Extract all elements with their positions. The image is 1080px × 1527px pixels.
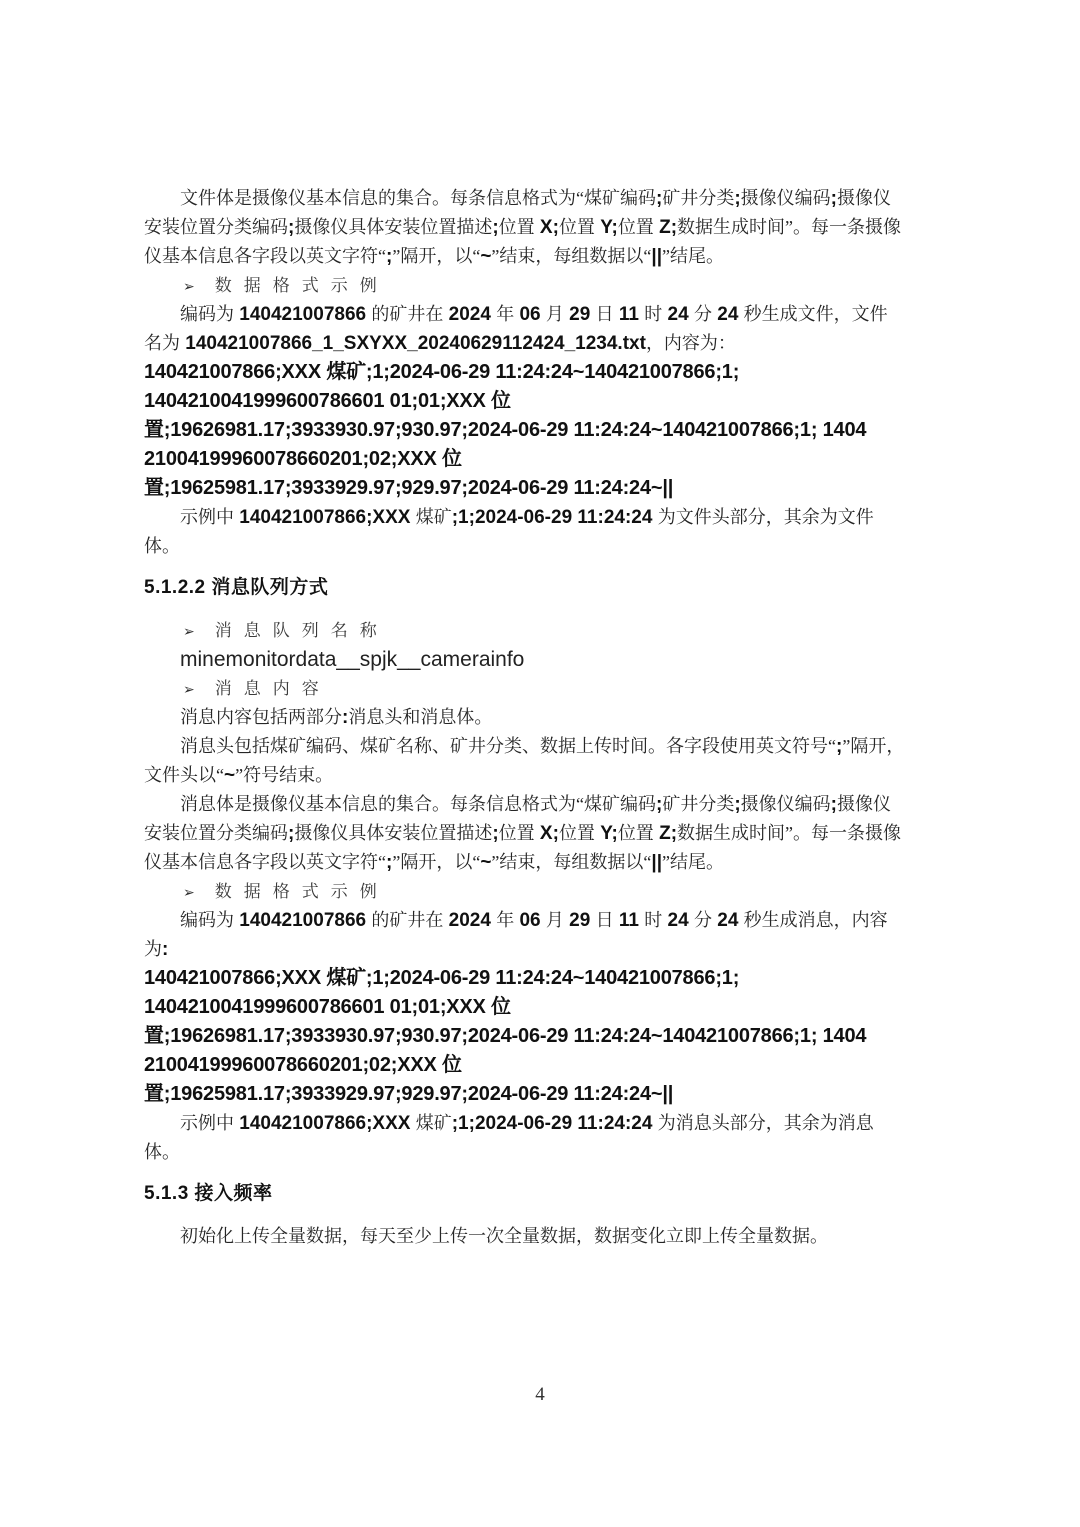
text-line: 名为 140421007866_1_SXYXX_20240629112424_1234.txt，内容为： — [144, 333, 736, 354]
data-sample-line: 1404210041999600786601 01;01;XXX 位 — [144, 390, 511, 412]
latin-text: 06 — [514, 910, 546, 931]
latin-text: X; — [534, 823, 559, 844]
data-sample-line: 1404210041999600786601 01;01;XXX 位 — [144, 996, 511, 1018]
latin-text: : — [342, 707, 349, 728]
latin-text: Z; — [653, 217, 678, 238]
latin-text: ; — [830, 188, 837, 209]
data-sample-line: 140421007866;XXX 煤矿;1;2024-06-29 11:24:24~140421007866;1; — [144, 361, 740, 383]
text-line: 文件头以“~”符号结束。 — [144, 765, 334, 786]
text-line: 消息内容包括两部分:消息头和消息体。 — [180, 707, 493, 728]
latin-text: 140421007866_1_SXYXX_20240629112424_1234.txt — [180, 333, 646, 354]
text-line: 消息头包括煤矿编码、煤矿名称、矿井分类、数据上传时间。各字段使用英文符号“;”隔开， — [180, 736, 905, 757]
section-heading: 5.1.3 接入频率 — [144, 1183, 273, 1204]
arrow-bullet-icon: ➢ — [183, 886, 195, 901]
latin-text: 140421007866 — [234, 910, 372, 931]
data-sample-line: 140421007866;XXX 煤矿;1;2024-06-29 11:24:24~140421007866;1; — [144, 967, 740, 989]
latin-text: ; — [656, 188, 663, 209]
latin-text: 06 — [514, 304, 546, 325]
latin-text: ; — [492, 217, 499, 238]
text-line: 体。 — [144, 536, 180, 556]
latin-text: || — [651, 246, 663, 267]
latin-text: ~ — [480, 246, 492, 267]
latin-text: ; — [734, 794, 741, 815]
text-line: 体。 — [144, 1142, 180, 1162]
latin-text: ; — [656, 794, 663, 815]
latin-text: Y; — [594, 823, 618, 844]
latin-text: ; — [386, 246, 393, 267]
latin-text: 2024 — [443, 304, 497, 325]
text-line: 仪基本信息各字段以英文字符“;”隔开，以“~”结束，每组数据以“||”结尾。 — [144, 246, 725, 267]
text-line: 编码为 140421007866 的矿井在 2024 年 06 月 29 日 11 时 24 分 24 秒生成消息，内容 — [180, 910, 888, 931]
arrow-bullet-icon: ➢ — [183, 625, 195, 640]
latin-text: ; — [830, 794, 837, 815]
latin-text: 11 — [613, 910, 645, 931]
page-number: 4 — [535, 1384, 545, 1405]
latin-text: || — [651, 852, 663, 873]
bullet-label: 消息内容 — [214, 679, 331, 698]
latin-text: ; — [288, 823, 295, 844]
latin-text: ; — [386, 852, 393, 873]
bullet-item — [144, 616, 959, 645]
latin-text: ;1;2024-06-29 11:24:24 — [451, 1113, 658, 1134]
latin-text: 29 — [563, 304, 596, 325]
text-line: 初始化上传全量数据，每天至少上传一次全量数据，数据变化立即上传全量数据。 — [180, 1226, 828, 1246]
text-line: 消息体是摄像仪基本信息的集合。每条信息格式为“煤矿编码;矿井分类;摄像仪编码;摄像仪 — [180, 794, 891, 815]
data-sample-line: 置;19626981.17;3933930.97;930.97;2024-06-29 11:24:24~140421007866;1; 1404 — [144, 1025, 867, 1047]
latin-text: 11 — [613, 304, 645, 325]
latin-text: X; — [534, 217, 559, 238]
bullet-item — [144, 271, 959, 300]
bullet-label: 消息队列名称 — [214, 621, 389, 640]
latin-text: ; — [492, 823, 499, 844]
latin-text: ;1;2024-06-29 11:24:24 — [451, 507, 658, 528]
latin-text: ~ — [480, 852, 492, 873]
latin-text: 140421007866 — [234, 304, 372, 325]
arrow-bullet-icon: ➢ — [183, 280, 195, 295]
text-line: 安装位置分类编码;摄像仪具体安装位置描述;位置 X;位置 Y;位置 Z;数据生成时间”。每一条摄像 — [144, 823, 902, 844]
data-sample-line: 21004199960078660201;02;XXX 位 — [144, 448, 462, 470]
latin-text: 24 — [711, 304, 744, 325]
text-line: 为: — [144, 939, 169, 960]
bullet-item — [144, 674, 959, 703]
text-line: 示例中 140421007866;XXX 煤矿;1;2024-06-29 11:24:24 为消息头部分，其余为消息 — [180, 1113, 874, 1134]
latin-text: 24 — [662, 910, 694, 931]
message-queue-name: minemonitordata__spjk__camerainfo — [180, 648, 525, 671]
data-sample-line: 置;19626981.17;3933930.97;930.97;2024-06-29 11:24:24~140421007866;1; 1404 — [144, 419, 867, 441]
data-sample-line: 置;19625981.17;3933929.97;929.97;2024-06-29 11:24:24~|| — [144, 1083, 674, 1105]
text-line: 示例中 140421007866;XXX 煤矿;1;2024-06-29 11:24:24 为文件头部分，其余为文件 — [180, 507, 874, 528]
document-content — [144, 184, 959, 1251]
latin-text: 140421007866;XXX — [234, 507, 416, 528]
section-heading: 5.1.2.2 消息队列方式 — [144, 577, 329, 598]
latin-text: 29 — [563, 910, 596, 931]
latin-text: Z; — [653, 823, 678, 844]
latin-text: 24 — [662, 304, 694, 325]
latin-text: ; — [734, 188, 741, 209]
latin-text: ; — [836, 736, 843, 757]
arrow-bullet-icon: ➢ — [183, 683, 195, 698]
latin-text: ; — [288, 217, 295, 238]
bullet-item — [144, 877, 959, 906]
bullet-label: 数据格式示例 — [214, 882, 389, 901]
latin-text: 2024 — [443, 910, 497, 931]
latin-text: ~ — [224, 765, 236, 786]
data-sample-line: 置;19625981.17;3933929.97;929.97;2024-06-29 11:24:24~|| — [144, 477, 674, 499]
text-line: 安装位置分类编码;摄像仪具体安装位置描述;位置 X;位置 Y;位置 Z;数据生成时间”。每一条摄像 — [144, 217, 902, 238]
data-sample-line: 21004199960078660201;02;XXX 位 — [144, 1054, 462, 1076]
latin-text: : — [162, 939, 169, 960]
text-line: 仪基本信息各字段以英文字符“;”隔开，以“~”结束，每组数据以“||”结尾。 — [144, 852, 725, 873]
text-line: 编码为 140421007866 的矿井在 2024 年 06 月 29 日 11 时 24 分 24 秒生成文件，文件 — [180, 304, 888, 325]
bullet-label: 数据格式示例 — [214, 276, 389, 295]
text-line: 文件体是摄像仪基本信息的集合。每条信息格式为“煤矿编码;矿井分类;摄像仪编码;摄像仪 — [180, 188, 891, 209]
latin-text: Y; — [594, 217, 618, 238]
latin-text: 24 — [711, 910, 744, 931]
latin-text: 140421007866;XXX — [234, 1113, 416, 1134]
